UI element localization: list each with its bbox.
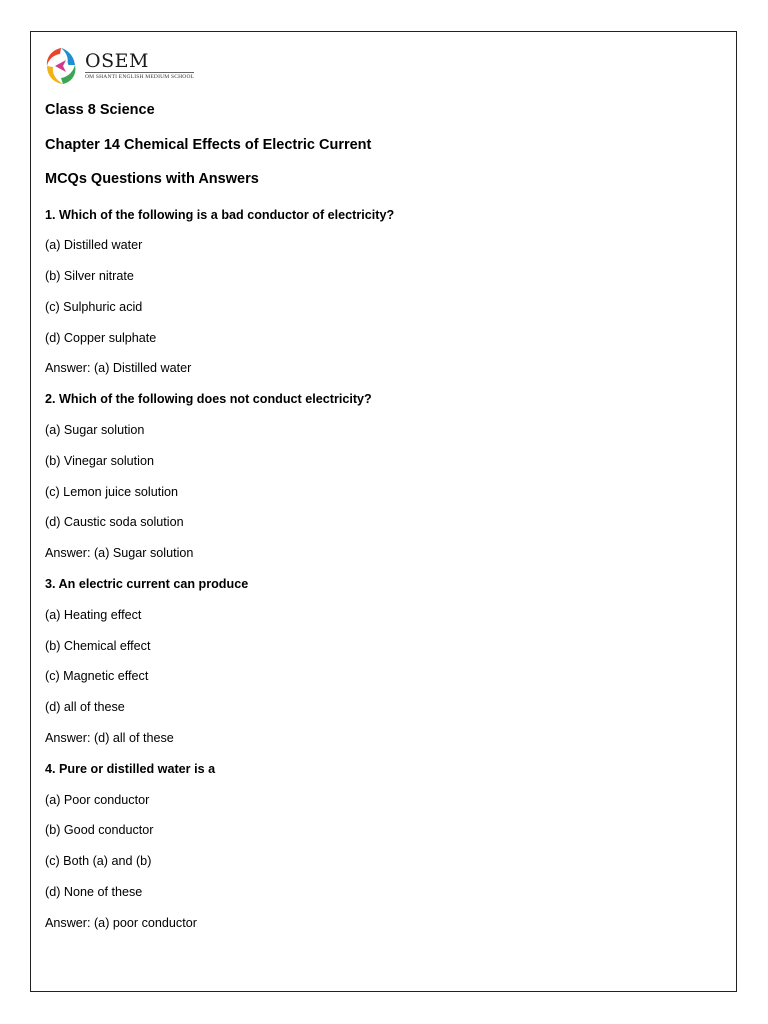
answer-text: Answer: (a) Sugar solution [45, 546, 194, 561]
option: (a) Heating effect [45, 607, 142, 622]
option: (d) all of these [45, 700, 125, 715]
question-text: 1. Which of the following is a bad conductor of electricity? [45, 207, 395, 222]
option: (c) Sulphuric acid [45, 299, 143, 314]
osem-emblem-icon [44, 46, 78, 86]
school-logo [44, 45, 194, 87]
section-title: MCQs Questions with Answers [45, 171, 259, 187]
question-text: 4. Pure or distilled water is a [45, 761, 216, 776]
question-block [45, 569, 725, 754]
answer-text: Answer: (d) all of these [45, 731, 174, 746]
logo-subtitle: OM SHANTI ENGLISH MEDIUM SCHOOL [85, 74, 195, 80]
question-text: 3. An electric current can produce [45, 577, 249, 592]
option: (a) Poor conductor [45, 792, 150, 807]
document-page [30, 31, 737, 992]
option: (a) Sugar solution [45, 423, 145, 438]
option: (b) Good conductor [45, 823, 154, 838]
option: (a) Distilled water [45, 238, 143, 253]
question-block [45, 200, 725, 385]
document-content [45, 96, 725, 939]
question-block [45, 754, 725, 939]
option: (d) Caustic soda solution [45, 515, 184, 530]
option: (b) Chemical effect [45, 638, 151, 653]
option: (b) Silver nitrate [45, 269, 134, 284]
logo-name: OSEM [85, 50, 149, 72]
option: (c) Both (a) and (b) [45, 854, 152, 869]
option: (b) Vinegar solution [45, 453, 154, 468]
answer-text: Answer: (a) Distilled water [45, 361, 192, 376]
question-block [45, 384, 725, 569]
option: (d) Copper sulphate [45, 330, 157, 345]
option: (c) Lemon juice solution [45, 484, 178, 499]
class-title: Class 8 Science [45, 102, 155, 118]
chapter-title: Chapter 14 Chemical Effects of Electric Current [45, 136, 372, 153]
question-text: 2. Which of the following does not conduct electricity? [45, 392, 372, 407]
option: (d) None of these [45, 885, 143, 900]
answer-text: Answer: (a) poor conductor [45, 915, 197, 930]
option: (c) Magnetic effect [45, 669, 149, 684]
